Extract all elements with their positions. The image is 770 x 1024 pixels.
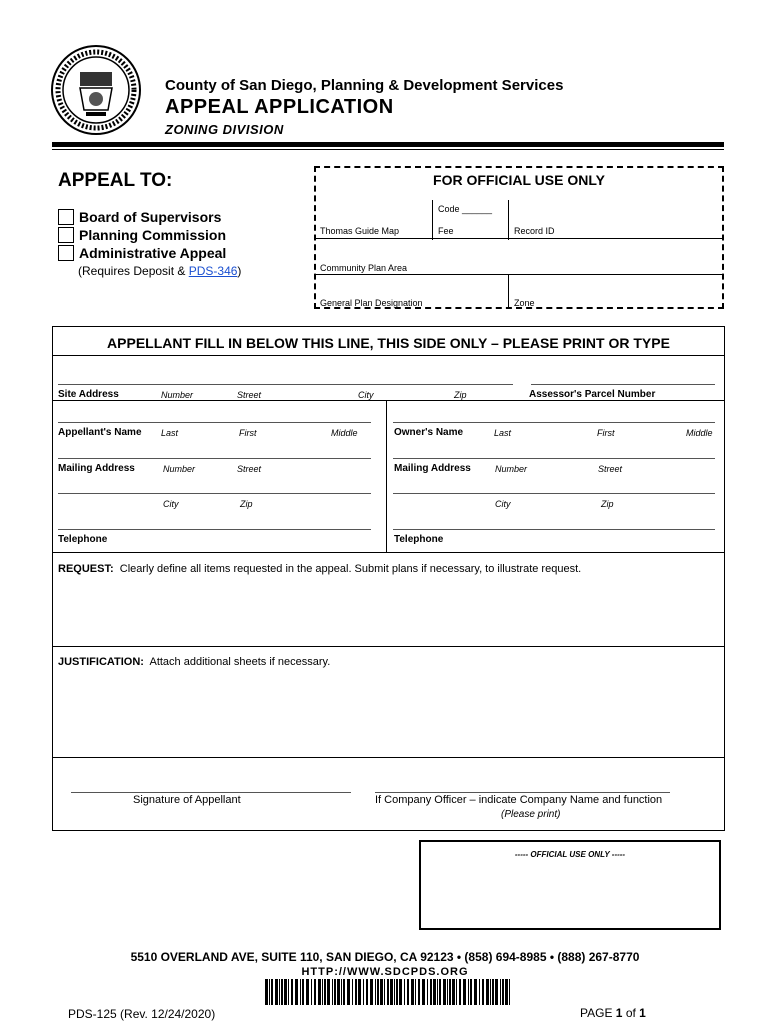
form-title: APPEAL APPLICATION (165, 96, 394, 118)
code-label: Code ______ (438, 204, 493, 214)
option-label: Planning Commission (79, 227, 227, 243)
owner-city-label: City (495, 499, 511, 509)
form-number: PDS-125 (Rev. 12/24/2020) (68, 1007, 216, 1021)
owner-mailing-input[interactable] (393, 458, 715, 459)
appellant-telephone-label: Telephone (58, 534, 108, 545)
site-address-input[interactable] (58, 384, 513, 385)
owner-first-label: First (597, 428, 615, 438)
justification-field[interactable] (58, 656, 330, 668)
number-label: Number (161, 390, 194, 400)
community-plan-label: Community Plan Area (320, 263, 408, 273)
agency-name: County of San Diego, Planning & Development Services (165, 77, 564, 94)
thomas-guide-label: Thomas Guide Map (320, 226, 400, 236)
appeal-to-heading: APPEAL TO: (58, 170, 173, 191)
appellant-mailing-input[interactable] (58, 458, 371, 459)
appellant-city-zip-input[interactable] (58, 493, 371, 494)
footer-website[interactable]: HTTP://WWW.SDCPDS.ORG (301, 966, 469, 978)
option-administrative-appeal[interactable] (58, 245, 226, 261)
checkbox-administrative-appeal[interactable] (58, 245, 74, 261)
last-label: Last (161, 428, 179, 438)
owner-middle-label: Middle (686, 428, 713, 438)
zone-label: Zone (514, 298, 535, 308)
apn-input[interactable] (531, 384, 715, 385)
owner-mailing-number-label: Number (495, 464, 528, 474)
please-print-label: (Please print) (501, 809, 561, 820)
mailing-street-label: Street (237, 464, 262, 474)
footer-address: 5510 OVERLAND AVE, SUITE 110, SAN DIEGO, CA 92123 • (858) 694-8985 • (888) 267-8770 (130, 950, 640, 964)
street-label: Street (237, 390, 262, 400)
option-board-of-supervisors[interactable] (58, 209, 221, 225)
general-plan-label: General Plan Designation (320, 298, 423, 308)
owner-mailing-street-label: Street (598, 464, 623, 474)
checkbox-planning-commission[interactable] (58, 227, 74, 243)
deposit-note: (Requires Deposit & PDS-346) (78, 264, 242, 278)
header-rule-thin (52, 149, 724, 150)
site-address-label: Site Address (58, 389, 119, 400)
page-current: 1 (615, 1006, 623, 1020)
official-use-box (419, 840, 721, 930)
official-use-title: FOR OFFICIAL USE ONLY (433, 172, 605, 188)
signature-label: Signature of Appellant (133, 794, 241, 806)
division-name: ZONING DIVISION (165, 122, 284, 137)
owner-name-label: Owner's Name (394, 427, 464, 438)
owner-zip-label: Zip (601, 499, 614, 509)
official-use-box-title: ----- OFFICIAL USE ONLY ----- (514, 850, 626, 859)
request-field[interactable] (58, 563, 581, 575)
appellant-telephone-input[interactable] (58, 529, 371, 530)
request-label: REQUEST: (58, 563, 114, 575)
request-text: Clearly define all items requested in the appeal. Submit plans if necessary, to illustrate request. (119, 563, 582, 575)
barcode (265, 979, 510, 1005)
form-instruction: APPELLANT FILL IN BELOW THIS LINE, THIS SIDE ONLY – PLEASE PRINT OR TYPE (107, 335, 670, 351)
appellant-zip-label: Zip (240, 499, 253, 509)
county-seal (50, 44, 142, 136)
owner-name-input[interactable] (393, 422, 715, 423)
page-total: 1 (639, 1006, 646, 1020)
checkbox-board-of-supervisors[interactable] (58, 209, 74, 225)
mailing-number-label: Number (163, 464, 196, 474)
owner-telephone-input[interactable] (393, 529, 715, 530)
middle-label: Middle (331, 428, 358, 438)
justification-text: Attach additional sheets if necessary. (149, 656, 331, 668)
option-planning-commission[interactable] (58, 227, 226, 243)
appellant-mailing-label: Mailing Address (58, 463, 135, 474)
owner-mailing-label: Mailing Address (394, 463, 471, 474)
signature-input[interactable] (71, 792, 351, 793)
city-label: City (358, 390, 374, 400)
appellant-name-label: Appellant's Name (58, 427, 142, 438)
record-id-label: Record ID (514, 226, 555, 236)
appellant-name-input[interactable] (58, 422, 371, 423)
official-use-panel (314, 166, 724, 309)
appellant-form (52, 326, 725, 831)
owner-last-label: Last (494, 428, 512, 438)
fee-label: Fee (438, 226, 454, 236)
appellant-city-label: City (163, 499, 179, 509)
owner-city-zip-input[interactable] (393, 493, 715, 494)
page-indicator: PAGE 1 of 1 (580, 1006, 646, 1020)
zip-label: Zip (454, 390, 467, 400)
justification-label: JUSTIFICATION: (58, 656, 144, 668)
pds-346-link[interactable]: PDS-346 (188, 264, 238, 278)
company-officer-label: If Company Officer – indicate Company Name and function (375, 794, 663, 806)
owner-telephone-label: Telephone (394, 534, 444, 545)
apn-label: Assessor's Parcel Number (529, 389, 656, 400)
option-label: Board of Supervisors (79, 209, 222, 225)
option-label: Administrative Appeal (79, 245, 227, 261)
header-rule-thick (52, 142, 724, 147)
first-label: First (239, 428, 257, 438)
company-officer-input[interactable] (375, 792, 670, 793)
